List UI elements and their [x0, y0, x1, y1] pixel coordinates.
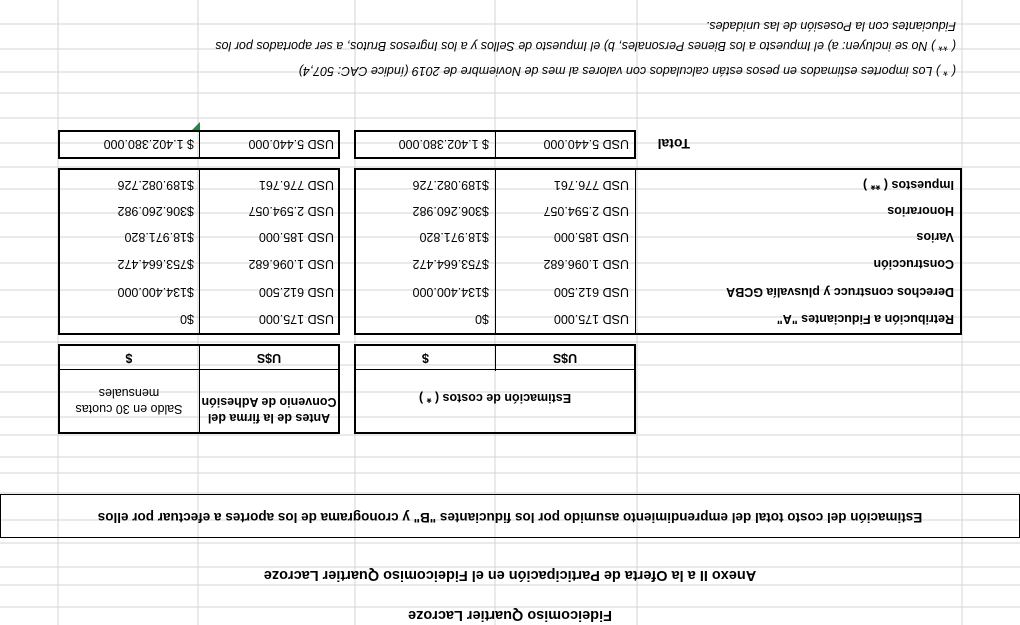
row-usd1: USD 175.000: [553, 312, 629, 326]
row-ars1: $134.400.000: [412, 285, 489, 299]
note-1: ( * ) Los importes estimados en pesos están calculados con valores al mes de Noviembre de 2019 (índice CAC: 507,4): [298, 64, 956, 78]
row-label: Retribución a Fiduciantes "A": [776, 312, 954, 326]
page-subtitle: Anexo II a la Oferta de Participación en el Fideicomiso Quartier Lacroze: [263, 567, 757, 583]
row-usd2: USD 175.000: [258, 312, 334, 326]
row-ars2: $306.260.982: [117, 204, 194, 218]
row-usd1: USD 612.500: [553, 285, 629, 299]
row-usd1: USD 2.594.057: [543, 204, 629, 218]
table2-col-usd: U$S: [256, 351, 282, 365]
row-usd1: USD 1.096.682: [543, 257, 629, 271]
table1-col-usd: U$S: [552, 351, 578, 365]
row-ars1: $189.082.726: [412, 178, 489, 192]
row-ars2: $189.082.726: [117, 178, 194, 192]
row-usd2: USD 1.096.682: [248, 257, 334, 271]
note-2: ( ** ) No se incluyen: a) el Impuesto a los Bienes Personales, b) el Impuesto de Sellos y a los Ingresos Brutos, a ser aportados por los: [215, 39, 956, 53]
table2-col-ars: $: [125, 351, 133, 365]
row-ars1: $0: [475, 312, 489, 326]
row-label: Honorarios: [887, 204, 954, 218]
note-3: Fiduciantes con la Posesión de las unidades.: [705, 19, 956, 33]
row-ars2: $0: [180, 312, 194, 326]
table1-header: Estimación de costos ( * ): [418, 391, 572, 405]
row-label: Impuestos ( ** ): [863, 178, 954, 192]
row-ars1: $753.664.472: [412, 257, 489, 271]
table1-col-ars: $: [422, 351, 429, 365]
row-usd1: USD 185.000: [553, 230, 629, 244]
row-usd2: USD 612.500: [258, 285, 334, 299]
row-ars2: $134.400.000: [117, 285, 194, 299]
total-label: Total: [657, 136, 690, 152]
row-ars2: $18.971.820: [124, 230, 194, 244]
row-usd2: USD 776.761: [258, 178, 334, 192]
section-title: Estimación del costo total del emprendimiento asumido por los fiduciantes "B" y cronograma de los aportes a efectuar por ellos: [97, 510, 923, 525]
row-ars2: $753.664.472: [117, 257, 194, 271]
page-title: Fideicomiso Quartier Lacroze: [408, 607, 612, 623]
row-usd2: USD 185.000: [258, 230, 334, 244]
cell-comment-marker: [192, 122, 200, 130]
row-usd1: USD 776.761: [553, 178, 629, 192]
row-label: Derechos construcc y plusvalía GCBA: [726, 285, 954, 299]
row-label: Construcción: [873, 257, 954, 271]
table2-header-right: Saldo en 30 cuotas mensuales: [75, 386, 183, 416]
total-usd2: USD 5.440.000: [248, 137, 334, 151]
row-label: Varios: [916, 230, 954, 244]
total-ars1: $ 1.402.380.000: [398, 137, 489, 151]
total-ars2: $ 1.402.380.000: [103, 137, 194, 151]
table2-header-left: Antes de la firma del Convenio de Adhesión: [201, 395, 337, 425]
total-usd1: USD 5.440.000: [543, 137, 629, 151]
row-ars1: $18.971.820: [419, 230, 489, 244]
row-usd2: USD 2.594.057: [248, 204, 334, 218]
row-ars1: $306.260.982: [412, 204, 489, 218]
